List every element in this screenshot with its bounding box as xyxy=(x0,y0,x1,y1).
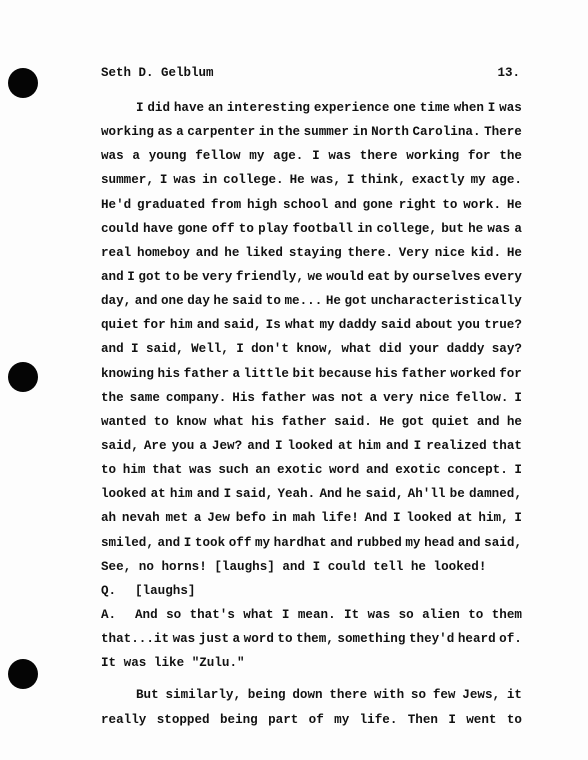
page-number: 13. xyxy=(497,66,520,80)
text-line: smiled, and I took off my hardhat and rubbed my head and said, xyxy=(101,535,522,550)
text-line: See, no horns! [laughs] and I could tell he looked! xyxy=(101,559,487,574)
text-line: and I got to be very friendly, we would eat by ourselves every xyxy=(101,269,522,284)
transcript-body xyxy=(101,96,522,732)
text-line: ah nevah met a Jew befo in mah life! And I looked at him, I xyxy=(101,511,522,526)
text-line: He'd graduated from high school and gone right to work. He xyxy=(101,197,522,212)
text-line: I did have an interesting experience one time when I was xyxy=(136,101,522,115)
text-line: and I said, Well, I don't know, what did your daddy say? xyxy=(101,342,522,357)
text-line: quiet for him and said, Is what my daddy said about you true? xyxy=(101,318,522,333)
text-line: It was like "Zulu." xyxy=(101,656,245,671)
text-line: could have gone off to play football in college, but he was a xyxy=(101,221,522,236)
paragraph-1 xyxy=(101,96,522,579)
text-line: looked at him and I said, Yeah. And he said, Ah'll be damned, xyxy=(101,487,522,502)
interviewee-name: Seth D. Gelblum xyxy=(101,66,214,80)
text-line: to him that was such an exotic word and exotic concept. I xyxy=(101,463,522,478)
answer-tag: A. xyxy=(101,607,117,622)
text-line: that...it was just a word to them, something they'd heard of. xyxy=(101,632,522,647)
binder-hole-middle xyxy=(8,362,38,392)
text-line: really stopped being part of my life. Then I went to xyxy=(101,712,522,727)
answer-block xyxy=(101,603,522,675)
text-line: summer, I was in college. He was, I think, exactly my age. xyxy=(101,173,522,188)
question-line xyxy=(101,579,522,603)
binder-hole-top xyxy=(8,68,38,98)
text-line: was a young fellow my age. I was there working for the xyxy=(101,149,522,164)
text-line: knowing his father a little bit because his father worked for xyxy=(101,366,522,381)
text-line: But similarly, being down there with so few Jews, it xyxy=(136,688,522,703)
page-header xyxy=(101,66,520,82)
text-line: said, Are you a Jew? and I looked at him and I realized that xyxy=(101,438,522,453)
question-tag: Q. xyxy=(101,583,117,598)
text-line: day, and one day he said to me... He got uncharacteristically xyxy=(101,294,522,309)
text-line: the same company. His father was not a very nice fellow. I xyxy=(101,390,522,405)
text-line: real homeboy and he liked staying there. Very nice kid. He xyxy=(101,245,522,260)
paragraph-2 xyxy=(101,683,522,731)
text-line: wanted to know what his father said. He got quiet and he xyxy=(101,414,522,429)
question-text: [laughs] xyxy=(135,583,196,598)
answer-first-line: A. And so that's what I mean. It was so alien to them xyxy=(101,603,522,627)
text-line: working as a carpenter in the summer in North Carolina. There xyxy=(101,125,522,140)
binder-hole-bottom xyxy=(8,659,38,689)
